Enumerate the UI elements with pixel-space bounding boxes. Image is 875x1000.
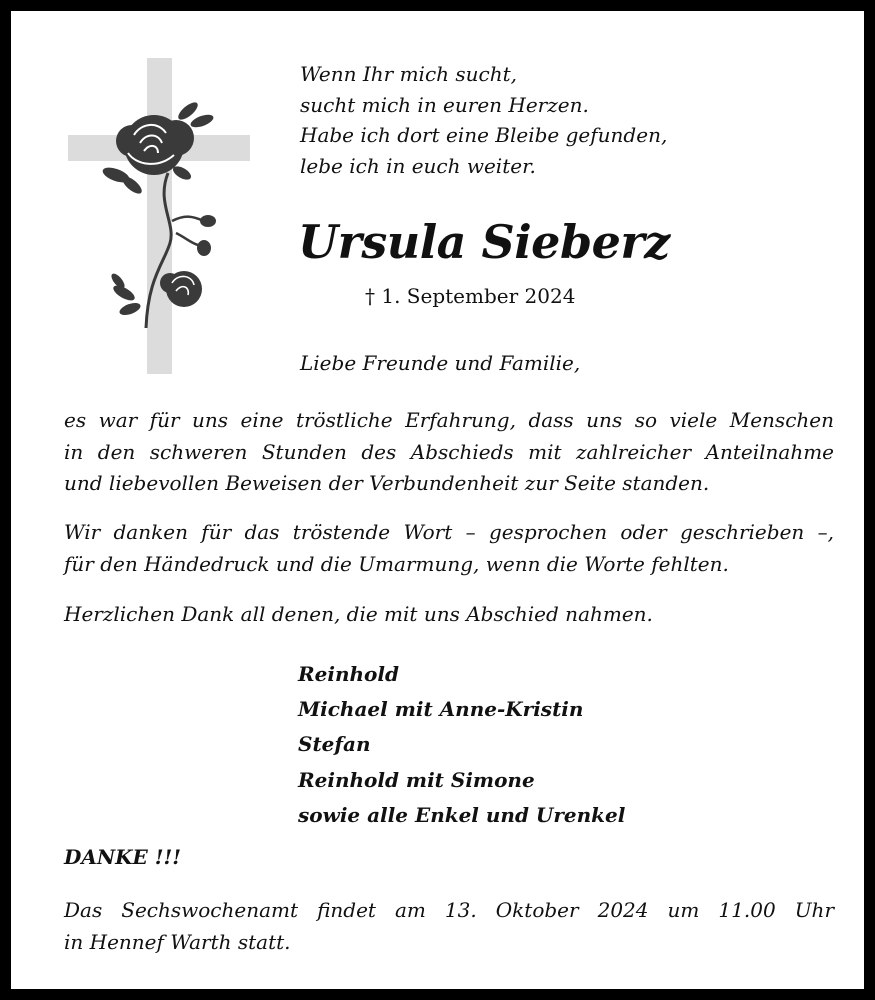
thanks-paragraph-3: Herzlichen Dank all denen, die mit uns Abschied nahmen. bbox=[64, 602, 653, 626]
paragraph-line: und liebevollen Beweisen der Verbundenheit zur Seite standen. bbox=[64, 471, 710, 495]
paragraph-line: in Hennef Warth statt. bbox=[64, 929, 291, 954]
deceased-name: Ursula Sieberz bbox=[298, 215, 670, 269]
poem-line: Wenn Ihr mich sucht, bbox=[300, 62, 518, 86]
signer: Reinhold bbox=[298, 662, 399, 686]
thanks-paragraph-2 bbox=[64, 517, 834, 580]
thanks-paragraph-1 bbox=[64, 405, 834, 500]
mass-announcement bbox=[64, 895, 834, 958]
danke-heading: DANKE !!! bbox=[64, 845, 182, 869]
death-date: † 1. September 2024 bbox=[365, 284, 576, 308]
signer: Michael mit Anne-Kristin bbox=[298, 697, 584, 722]
paragraph-line: für den Händedruck und die Umarmung, wenn die Worte fehlten. bbox=[64, 551, 729, 576]
poem-line: lebe ich in euch weiter. bbox=[300, 153, 536, 178]
paragraph-line: in den schweren Stunden des Abschieds mit zahlreicher Anteilnahme bbox=[64, 439, 834, 464]
rose-icon bbox=[96, 93, 226, 333]
paragraph-line: Wir danken für das tröstende Wort – gesprochen oder geschrieben –, bbox=[64, 520, 834, 544]
poem-line: sucht mich in euren Herzen. bbox=[300, 92, 589, 117]
paragraph-line: es war für uns eine tröstliche Erfahrung, dass uns so viele Menschen bbox=[64, 408, 834, 432]
signer: Reinhold mit Simone bbox=[298, 767, 535, 792]
memorial-poem bbox=[300, 59, 667, 181]
signer: sowie alle Enkel und Urenkel bbox=[298, 802, 626, 827]
signer: Stefan bbox=[298, 732, 371, 757]
greeting: Liebe Freunde und Familie, bbox=[300, 351, 581, 375]
paragraph-line: Das Sechswochenamt findet am 13. Oktober 2024 um 11.00 Uhr bbox=[64, 898, 834, 922]
signers-list bbox=[298, 657, 625, 833]
poem-line: Habe ich dort eine Bleibe gefunden, bbox=[300, 123, 668, 147]
